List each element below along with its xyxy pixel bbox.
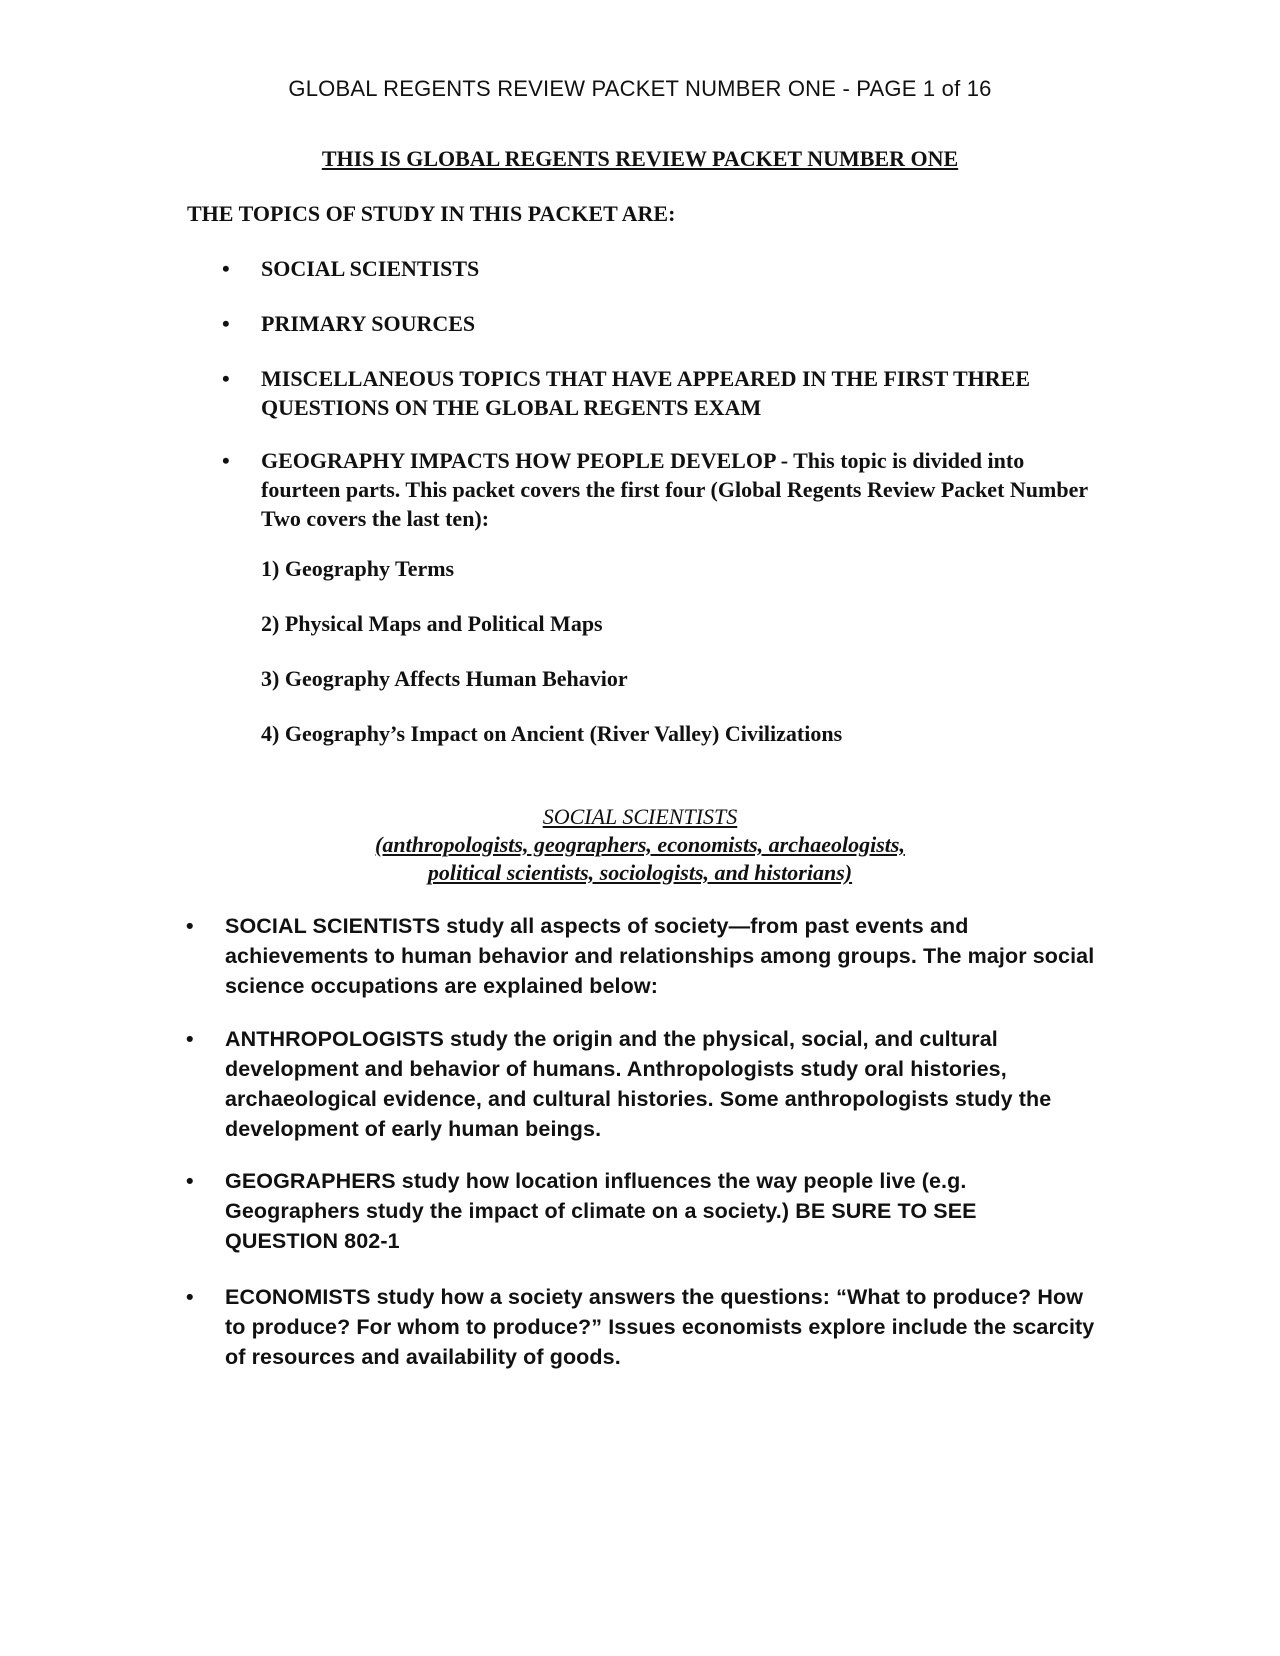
section-title: SOCIAL SCIENTISTS (542, 804, 738, 829)
item-text: ANTHROPOLOGISTS study the origin and the physical, social, and cultural development and behavior of humans. Anthropologists study oral histories, archaeological evidence, and cultural histories. Some anthropologists study the development of early human beings. (225, 1027, 1052, 1141)
item-text: ECONOMISTS study how a society answers the questions: “What to produce? How to produce? For whom to produce?” Issues economists explore include the scarcity of resources and availability of goods. (225, 1285, 1095, 1369)
bullet-icon: • (186, 1169, 194, 1193)
topic-text: MISCELLANEOUS TOPICS THAT HAVE APPEARED IN THE FIRST THREE QUESTIONS ON THE GLOBAL REGENTS EXAM (261, 366, 1031, 420)
section-subtitle-line2: political scientists, sociologists, and historians) (427, 860, 853, 885)
topic-text: GEOGRAPHY IMPACTS HOW PEOPLE DEVELOP - This topic is divided into fourteen parts. This packet covers the first four (Global Regents Review Packet Number Two covers the last ten): (261, 448, 1088, 531)
topics-heading: THE TOPICS OF STUDY IN THIS PACKET ARE: (187, 201, 676, 226)
section-subtitle-line1: (anthropologists, geographers, economists, archaeologists, (375, 832, 905, 857)
item-text: SOCIAL SCIENTISTS study all aspects of society—from past events and achievements to human behavior and relationships among groups. The major social science occupations are explained below: (225, 914, 1095, 998)
topic-text: SOCIAL SCIENTISTS (261, 256, 480, 281)
bullet-icon: • (186, 1285, 194, 1309)
item-text: GEOGRAPHERS study how location influences the way people live (e.g. Geographers study the impact of climate on a society.) BE SURE TO SEE QUESTION 802-1 (225, 1169, 977, 1253)
geography-part: 3) Geography Affects Human Behavior (261, 666, 628, 691)
geography-part: 4) Geography’s Impact on Ancient (River Valley) Civilizations (261, 721, 843, 746)
bullet-icon: • (186, 1027, 194, 1051)
bullet-icon: • (222, 256, 230, 281)
packet-title: THIS IS GLOBAL REGENTS REVIEW PACKET NUMBER ONE (321, 146, 959, 171)
bullet-icon: • (222, 448, 230, 473)
bullet-icon: • (186, 914, 194, 938)
running-header: GLOBAL REGENTS REVIEW PACKET NUMBER ONE - PAGE 1 of 16 (288, 76, 992, 101)
geography-part: 2) Physical Maps and Political Maps (261, 611, 603, 636)
bullet-icon: • (222, 311, 230, 336)
topic-text: PRIMARY SOURCES (261, 311, 476, 336)
geography-part: 1) Geography Terms (261, 556, 455, 581)
bullet-icon: • (222, 366, 230, 391)
